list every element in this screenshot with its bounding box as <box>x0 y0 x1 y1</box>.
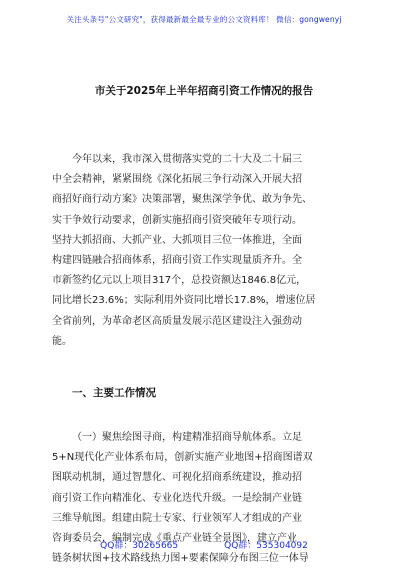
paragraph-line: 图联动机制，通过智慧化、可视化招商系统建设，推动招 <box>52 472 302 484</box>
paragraph-line: 链条树状图+技术路线热力图+要素保障分布图三位一体导 <box>52 553 309 565</box>
header-notice: 关注头条号"公文研究"，获得最新最全最专业的公文资料库！ 微信：gongwenyj <box>66 15 342 24</box>
paragraph-line: 实干争效行动要求，创新实施招商引资突破年专项行动。 <box>52 214 302 226</box>
paragraph-line: 商招好商行动方案》决策部署，聚焦深学争优、敢为争先、 <box>52 194 312 206</box>
paragraph-line: 同比增长23.6%；实际利用外资同比增长17.8%，增速位居 <box>52 295 316 307</box>
section-heading: 一、主要工作情况 <box>72 387 156 399</box>
paragraph-line: （一）聚焦绘图寻商，构建精准招商导航体系。立足 <box>72 432 302 443</box>
paragraph-line: 咨询委员会，编制完成《重点产业链全景图》，建立产业 <box>52 532 297 544</box>
footer-contacts <box>0 538 408 551</box>
footer-qq-group-1: QQ群：30265665 <box>100 541 179 551</box>
paragraph-line: 今年以来，我市深入贯彻落实党的二十大及二十届三 <box>72 154 302 165</box>
paragraph-intro <box>52 150 370 352</box>
paragraph-line: 商引资工作向精准化、专业化迭代升级。一是绘制产业链 <box>52 492 302 504</box>
paragraph-line: 坚持大抓招商、大抓产业、大抓项目三位一体推进，全面 <box>52 234 302 246</box>
paragraph-line: 全省前列，为革命老区高质量发展示范区建设注入强劲动 <box>52 315 302 327</box>
document-title: 市关于2025年上半年招商引资工作情况的报告 <box>94 85 314 97</box>
paragraph-line: 中全会精神，紧紧围绕《深化拓展三争行动深入开展大招 <box>52 174 302 186</box>
footer-qq-group-2: QQ群：535304092 <box>224 541 308 551</box>
paragraph-line: 构建四链融合招商体系，招商引资工作实现量质齐升。全 <box>52 254 302 266</box>
paragraph-line: 三维导航图。组建由院士专家、行业领军人才组成的产业 <box>52 512 302 524</box>
paragraph-line: 能。 <box>52 335 72 347</box>
paragraph-line: 5+N现代化产业体系布局，创新实施产业地图+招商图谱双 <box>52 452 313 464</box>
paragraph-line: 市新签约亿元以上项目317个，总投资额达1846.8亿元， <box>52 275 307 287</box>
